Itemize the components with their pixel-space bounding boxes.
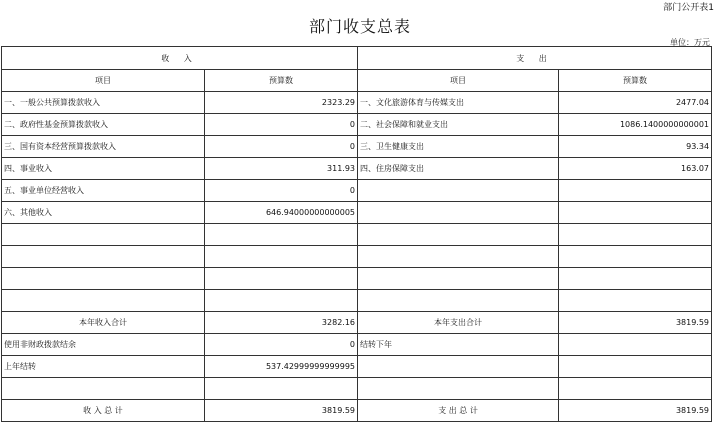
income-item-cell: 四、事业收入 bbox=[2, 158, 205, 180]
income-item-cell: 三、国有资本经营预算拨款收入 bbox=[2, 136, 205, 158]
expenditure-item-cell bbox=[358, 356, 559, 378]
expenditure-value-cell: 163.07 bbox=[559, 158, 712, 180]
table-row bbox=[2, 114, 712, 136]
expenditure-item-cell bbox=[358, 268, 559, 290]
expenditure-item-cell bbox=[358, 246, 559, 268]
income-item-header: 项目 bbox=[2, 70, 205, 92]
section-header-row bbox=[2, 47, 712, 70]
revenue-expenditure-table bbox=[1, 46, 712, 422]
expenditure-value-cell bbox=[559, 334, 712, 356]
expenditure-item-cell: 结转下年 bbox=[358, 334, 559, 356]
income-item-cell: 六、其他收入 bbox=[2, 202, 205, 224]
expenditure-value-cell bbox=[559, 180, 712, 202]
income-value-cell: 0 bbox=[205, 180, 358, 202]
expenditure-total-value: 3819.59 bbox=[559, 400, 712, 422]
expenditure-budget-header: 预算数 bbox=[559, 70, 712, 92]
income-value-cell: 537.42999999999995 bbox=[205, 356, 358, 378]
income-budget-header: 预算数 bbox=[205, 70, 358, 92]
table-row bbox=[2, 334, 712, 356]
income-item-cell: 五、事业单位经营收入 bbox=[2, 180, 205, 202]
table-row bbox=[2, 202, 712, 224]
expenditure-item-cell: 一、文化旅游体育与传媒支出 bbox=[358, 92, 559, 114]
expenditure-value-cell: 2477.04 bbox=[559, 92, 712, 114]
income-value-cell: 0 bbox=[205, 136, 358, 158]
form-number: 部门公开表1 bbox=[663, 3, 714, 13]
income-section-header: 收 入 bbox=[2, 47, 358, 70]
expenditure-item-cell bbox=[358, 180, 559, 202]
expenditure-value-cell bbox=[559, 378, 712, 400]
income-value-cell: 311.93 bbox=[205, 158, 358, 180]
table-row bbox=[2, 356, 712, 378]
table-row bbox=[2, 290, 712, 312]
page-title: 部门收支总表 bbox=[308, 17, 411, 36]
table-row bbox=[2, 378, 712, 400]
expenditure-value-cell bbox=[559, 290, 712, 312]
income-value-cell bbox=[205, 224, 358, 246]
table-row bbox=[2, 268, 712, 290]
income-value-cell bbox=[205, 290, 358, 312]
income-subtotal-value: 3282.16 bbox=[205, 312, 358, 334]
table-row bbox=[2, 136, 712, 158]
income-item-cell bbox=[2, 378, 205, 400]
income-item-cell bbox=[2, 268, 205, 290]
expenditure-subtotal-label: 本年支出合计 bbox=[358, 312, 559, 334]
column-header-row bbox=[2, 70, 712, 92]
unit-label: 单位：万元 bbox=[670, 38, 710, 47]
table-row bbox=[2, 158, 712, 180]
table-row bbox=[2, 246, 712, 268]
expenditure-value-cell bbox=[559, 356, 712, 378]
subtotal-row bbox=[2, 312, 712, 334]
income-value-cell bbox=[205, 378, 358, 400]
income-value-cell: 0 bbox=[205, 334, 358, 356]
income-item-cell bbox=[2, 224, 205, 246]
expenditure-item-cell bbox=[358, 290, 559, 312]
expenditure-value-cell bbox=[559, 224, 712, 246]
expenditure-item-cell bbox=[358, 224, 559, 246]
expenditure-value-cell bbox=[559, 246, 712, 268]
table-row bbox=[2, 92, 712, 114]
expenditure-total-label: 支 出 总 计 bbox=[358, 400, 559, 422]
expenditure-item-cell: 二、社会保障和就业支出 bbox=[358, 114, 559, 136]
income-item-cell: 上年结转 bbox=[2, 356, 205, 378]
expenditure-item-cell: 三、卫生健康支出 bbox=[358, 136, 559, 158]
expenditure-item-cell: 四、住房保障支出 bbox=[358, 158, 559, 180]
income-item-cell: 一、一般公共预算拨款收入 bbox=[2, 92, 205, 114]
income-item-cell: 使用非财政拨款结余 bbox=[2, 334, 205, 356]
expenditure-value-cell: 93.34 bbox=[559, 136, 712, 158]
income-value-cell: 2323.29 bbox=[205, 92, 358, 114]
income-item-cell: 二、政府性基金预算拨款收入 bbox=[2, 114, 205, 136]
expenditure-item-cell bbox=[358, 202, 559, 224]
table-row bbox=[2, 224, 712, 246]
expenditure-value-cell bbox=[559, 268, 712, 290]
expenditure-item-cell bbox=[358, 378, 559, 400]
expenditure-value-cell: 1086.1400000000001 bbox=[559, 114, 712, 136]
expenditure-subtotal-value: 3819.59 bbox=[559, 312, 712, 334]
income-total-label: 收 入 总 计 bbox=[2, 400, 205, 422]
income-total-value: 3819.59 bbox=[205, 400, 358, 422]
income-item-cell bbox=[2, 246, 205, 268]
income-value-cell: 0 bbox=[205, 114, 358, 136]
income-item-cell bbox=[2, 290, 205, 312]
income-value-cell: 646.94000000000005 bbox=[205, 202, 358, 224]
income-subtotal-label: 本年收入合计 bbox=[2, 312, 205, 334]
income-value-cell bbox=[205, 246, 358, 268]
expenditure-section-header: 支 出 bbox=[358, 47, 712, 70]
table-body bbox=[2, 92, 712, 312]
extra-body bbox=[2, 334, 712, 400]
table-row bbox=[2, 180, 712, 202]
income-value-cell bbox=[205, 268, 358, 290]
expenditure-value-cell bbox=[559, 202, 712, 224]
total-row bbox=[2, 400, 712, 422]
expenditure-item-header: 项目 bbox=[358, 70, 559, 92]
